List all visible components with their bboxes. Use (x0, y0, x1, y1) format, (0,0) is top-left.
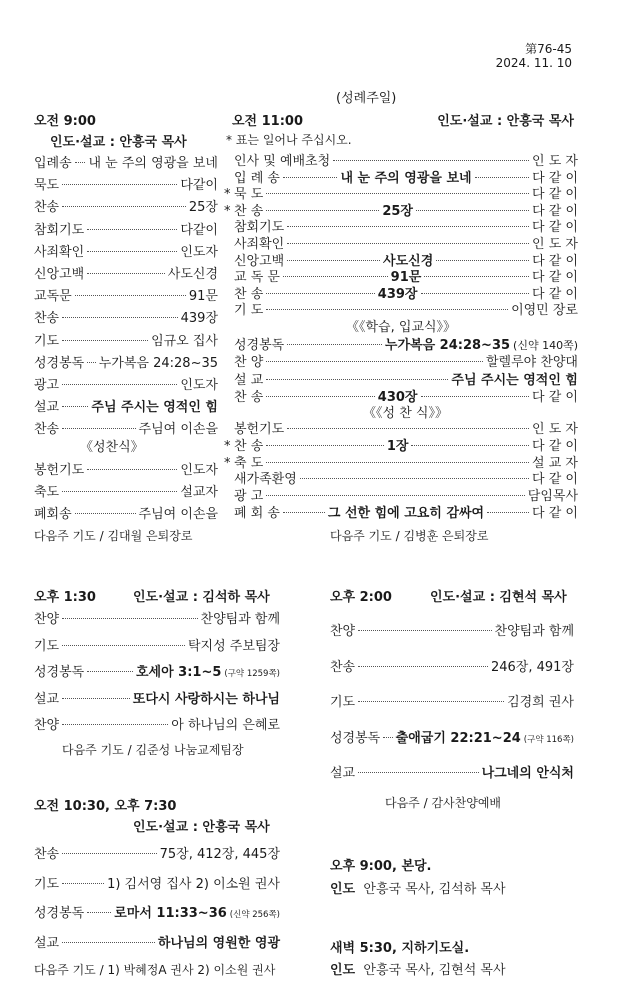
dot-leader (287, 226, 529, 227)
row-label: 참회기도 (234, 220, 285, 236)
row-label: 찬송 (34, 422, 60, 438)
row-label: 성경봉독 (234, 338, 285, 353)
row-label: 성경봉독 (34, 665, 85, 680)
dot-leader (421, 396, 530, 397)
row-label: 찬 송 (234, 203, 264, 219)
dot-leader (62, 406, 88, 407)
row-value: 설교자 (180, 485, 218, 500)
order-row (34, 352, 218, 371)
row-value: 주님 주시는 영적인 힘 (91, 400, 218, 416)
dot-leader (75, 513, 136, 514)
row-label: 광 고 (234, 489, 264, 505)
row-value: 주님여 이손을 (138, 507, 218, 522)
dot-leader (62, 698, 130, 699)
row-value: 인도자 (180, 244, 218, 260)
order-row (34, 374, 218, 393)
row-label: 찬양 (34, 612, 60, 627)
main-section-2: 《《성 찬 식》》 (363, 406, 448, 421)
dot-leader (62, 942, 155, 943)
row-label: 광고 (34, 378, 60, 393)
row-label: 입 례 송 (234, 170, 280, 186)
row-label: 교 독 문 (234, 270, 280, 286)
row-label: 기도 (330, 695, 356, 710)
row-value: 다 같 이 (532, 203, 579, 219)
row-value: 다 같 이 (532, 472, 578, 488)
dot-leader (358, 772, 478, 773)
row-value: 다 같 이 (532, 506, 578, 521)
row-label: 찬송 (34, 200, 60, 216)
row-label: 설교 (34, 400, 60, 416)
order-row (224, 351, 578, 370)
dot-leader (62, 384, 177, 385)
stand-marker: * (224, 203, 231, 219)
row-value: 내 눈 주의 영광을 보네 (88, 156, 218, 171)
pm200-next-week: 다음주 / 감사찬양예배 (385, 796, 502, 810)
row-label: 성경봉독 (330, 730, 381, 746)
row-label: 찬 송 (234, 438, 264, 454)
am1030-next-week: 다음주 기도 / 1) 박혜정A 권사 2) 이소원 권사 (34, 963, 276, 977)
row-detail: 사도신경 (383, 253, 434, 269)
volume-number: 第76-45 (525, 42, 572, 56)
row-value: 91문 (188, 289, 218, 305)
dot-leader (62, 645, 185, 646)
lead-names-2: 안흥국 목사, 김현석 목사 (363, 963, 506, 978)
order-row (224, 369, 578, 388)
row-value: 75장, 412장, 445장 (159, 847, 280, 862)
pm200-time: 오후 2:00 (330, 590, 392, 605)
row-value: 주님 주시는 영적인 힘 (451, 372, 578, 388)
order-row (34, 503, 218, 522)
row-value: 439장 (180, 311, 218, 327)
row-label: 묵 도 (234, 187, 264, 203)
dot-leader (62, 853, 157, 854)
dot-leader (287, 428, 529, 429)
dot-leader (287, 260, 380, 261)
order-row (34, 688, 280, 707)
row-label: 축 도 (234, 455, 264, 471)
dot-leader (411, 445, 529, 446)
row-label: 성경봉독 (34, 906, 85, 921)
early-service-leader: 인도·설교 : 안흥국 목사 (50, 135, 187, 150)
order-row (34, 196, 218, 215)
row-value: 인 도 자 (532, 237, 578, 252)
row-value: 인 도 자 (532, 422, 578, 437)
row-detail-note: (신약 140쪽) (513, 339, 578, 352)
order-row (34, 330, 218, 349)
dot-leader (283, 177, 337, 178)
row-value: 다 같 이 (532, 270, 578, 286)
row-label: 신앙고백 (234, 253, 285, 269)
dot-leader (266, 379, 448, 380)
dot-leader (62, 428, 135, 429)
row-label: 설교 (330, 766, 356, 781)
order-row (34, 396, 218, 415)
order-row (34, 661, 280, 680)
row-value: 할렐루야 찬양대 (485, 355, 578, 371)
order-row (34, 932, 280, 951)
row-label: 찬양 (34, 718, 60, 733)
dot-leader (424, 276, 529, 277)
row-value: 다 같 이 (532, 389, 578, 405)
order-row (34, 481, 218, 500)
main-next-week: 다음주 기도 / 김병훈 은퇴장로 (330, 529, 489, 543)
dot-leader (87, 362, 96, 363)
dot-leader (75, 162, 86, 163)
row-label: 찬송 (34, 311, 60, 327)
row-detail: 91문 (390, 270, 422, 286)
row-label: 폐 회 송 (234, 506, 280, 521)
row-label: 찬 송 (234, 286, 264, 302)
row-label: 봉헌기도 (34, 463, 85, 478)
row-detail: 25장 (382, 203, 413, 219)
row-label: 교독문 (34, 289, 72, 305)
order-row (330, 620, 574, 639)
dot-leader (266, 210, 379, 211)
main-section-1: 《《학습, 입교식》》 (346, 320, 457, 335)
order-row (34, 219, 218, 238)
dot-leader (416, 210, 529, 211)
standing-note: * 표는 일어나 주십시오. (226, 133, 352, 147)
early-next-week: 다음주 기도 / 김대월 은퇴장로 (34, 529, 193, 543)
stand-marker: * (224, 455, 231, 471)
main-service-leader: 인도·설교 : 안흥국 목사 (437, 114, 574, 129)
row-detail: 그 선한 힘에 고요히 감싸여 (327, 506, 485, 521)
order-row (330, 762, 574, 781)
lead-label-2: 인도 (330, 963, 356, 978)
order-row (34, 714, 280, 733)
dot-leader (62, 724, 168, 725)
row-label: 찬 양 (234, 355, 264, 371)
main-service-time: 오전 11:00 (232, 114, 304, 129)
dot-leader (266, 445, 384, 446)
pm130-time: 오후 1:30 (34, 590, 96, 605)
dot-leader (62, 317, 178, 318)
row-label: 성경봉독 (34, 355, 85, 371)
row-value: 출애굽기 22:21~24 (395, 730, 521, 746)
row-label: 신앙고백 (34, 267, 85, 282)
dot-leader (87, 273, 165, 274)
row-label: 찬송 (330, 659, 356, 675)
dot-leader (87, 912, 111, 913)
dot-leader (266, 495, 525, 496)
row-value: 1) 김서영 집사 2) 이소원 권사 (107, 876, 280, 892)
pm130-next-week: 다음주 기도 / 김준성 나눔교제팀장 (62, 743, 244, 757)
am1030-time: 오전 10:30, 오후 7:30 (34, 799, 177, 814)
row-value: 또다시 사랑하시는 하나님 (132, 691, 280, 707)
order-row (34, 263, 218, 282)
dot-leader (383, 737, 392, 738)
row-label: 찬양 (330, 624, 356, 639)
row-value: 로마서 11:33~36 (114, 906, 227, 921)
dot-leader (75, 295, 186, 296)
row-value: 설 교 자 (532, 455, 578, 471)
dot-leader (287, 243, 529, 244)
row-label: 찬송 (34, 847, 60, 862)
row-value: 주님여 이손을 (138, 422, 218, 438)
order-row (330, 727, 574, 746)
row-label: 사죄확인 (234, 237, 285, 252)
row-value: 다 같 이 (532, 286, 578, 302)
dot-leader (266, 462, 529, 463)
dot-leader (266, 309, 508, 310)
dot-leader (87, 251, 177, 252)
order-row (34, 285, 218, 304)
row-value-note: (구약 1259쪽) (224, 669, 280, 679)
early-service-time: 오전 9:00 (34, 114, 96, 129)
dot-leader (87, 229, 177, 230)
order-row (224, 334, 578, 353)
row-value: 하나님의 영원한 영광 (157, 935, 280, 951)
order-row (330, 691, 574, 710)
sunday-title: (성례주일) (336, 91, 397, 106)
order-row (34, 635, 280, 654)
order-row (34, 902, 280, 921)
evening-prayer-time: 오후 9:00, 본당. (330, 859, 432, 874)
dot-leader (62, 618, 197, 619)
row-value: 이영민 장로 (511, 303, 578, 319)
row-value-note: (구약 116쪽) (523, 734, 574, 745)
evening-prayer-leaders (330, 878, 506, 897)
dot-leader (287, 344, 382, 345)
order-row (34, 843, 280, 862)
row-detail: 누가복음 24:28~35 (384, 338, 511, 353)
row-value: 다같이 (180, 178, 218, 194)
row-detail: 1장 (386, 438, 409, 454)
row-value: 김경희 권사 (507, 695, 574, 710)
order-row (330, 656, 574, 675)
dot-leader (421, 293, 530, 294)
early-section-title: 《성찬식》 (80, 440, 144, 455)
dot-leader (487, 512, 529, 513)
order-row (34, 307, 218, 326)
row-value: 나그네의 안식처 (481, 766, 574, 781)
dot-leader (87, 671, 133, 672)
order-row (34, 152, 218, 171)
bulletin-date: 2024. 11. 10 (495, 56, 572, 70)
dot-leader (300, 478, 529, 479)
row-value: 246장, 491장 (490, 659, 574, 675)
dot-leader (266, 361, 483, 362)
dot-leader (62, 184, 177, 185)
row-label: 새가족환영 (234, 472, 297, 488)
lead-label: 인도 (330, 882, 356, 897)
row-value: 다 같 이 (532, 253, 579, 269)
row-value: 탁지성 주보팀장 (187, 638, 280, 654)
row-label: 설교 (34, 691, 60, 707)
row-label: 설 교 (234, 372, 264, 388)
row-value: 다 같 이 (532, 170, 579, 186)
row-value: 25장 (188, 200, 218, 216)
row-label: 묵도 (34, 178, 60, 194)
dot-leader (62, 883, 104, 884)
dot-leader (87, 469, 177, 470)
order-row (34, 241, 218, 260)
row-detail: 430장 (377, 389, 418, 405)
dot-leader (358, 666, 488, 667)
stand-marker: * (224, 438, 231, 454)
dot-leader (266, 396, 375, 397)
stand-marker: * (224, 187, 231, 203)
dot-leader (283, 276, 388, 277)
dawn-prayer-time: 새벽 5:30, 지하기도실. (330, 941, 470, 956)
pm200-leader: 인도·설교 : 김현석 목사 (430, 590, 567, 605)
row-value: 아 하나님의 은혜로 (171, 718, 280, 733)
order-row (34, 873, 280, 892)
row-value: 다 같 이 (532, 220, 578, 236)
dot-leader (62, 206, 186, 207)
order-row (34, 174, 218, 193)
order-row (34, 459, 218, 478)
row-label: 기도 (34, 333, 60, 349)
row-value: 다 같 이 (532, 438, 578, 454)
row-label: 입례송 (34, 156, 72, 171)
row-label: 찬 송 (234, 389, 264, 405)
row-label: 설교 (34, 935, 60, 951)
row-value: 인도자 (180, 378, 218, 393)
order-row (34, 608, 280, 627)
dot-leader (475, 177, 529, 178)
row-label: 기 도 (234, 303, 264, 319)
order-row (34, 418, 218, 437)
lead-names: 안흥국 목사, 김석하 목사 (363, 882, 506, 897)
row-detail: 439장 (377, 286, 418, 302)
dot-leader (358, 701, 504, 702)
row-label: 인사 및 예배초청 (234, 154, 331, 169)
dot-leader (266, 193, 529, 194)
row-label: 기도 (34, 876, 60, 892)
row-value: 임규오 집사 (151, 333, 218, 349)
row-label: 기도 (34, 638, 60, 654)
am1030-leader: 인도·설교 : 안흥국 목사 (133, 820, 270, 835)
row-value-note: (신약 256쪽) (229, 910, 280, 920)
row-value: 인도자 (180, 463, 218, 478)
order-row (224, 502, 578, 521)
dot-leader (436, 260, 529, 261)
row-value: 다같이 (180, 222, 218, 238)
dot-leader (62, 491, 177, 492)
row-value: 찬양팀과 함께 (200, 612, 280, 627)
row-value: 찬양팀과 함께 (494, 624, 574, 639)
row-label: 사죄확인 (34, 244, 85, 260)
row-label: 폐회송 (34, 507, 72, 522)
row-label: 봉헌기도 (234, 422, 285, 437)
pm130-leader: 인도·설교 : 김석하 목사 (133, 590, 270, 605)
dot-leader (266, 293, 375, 294)
dot-leader (62, 340, 148, 341)
dot-leader (283, 512, 325, 513)
row-value: 호세아 3:1~5 (135, 665, 222, 680)
row-value: 사도신경 (167, 267, 218, 282)
row-label: 참회기도 (34, 222, 85, 238)
row-value: 다 같 이 (532, 187, 578, 203)
row-value: 누가복음 24:28~35 (98, 355, 218, 371)
dawn-prayer-leaders (330, 959, 506, 978)
row-value: 담임목사 (527, 489, 578, 505)
dot-leader (358, 630, 491, 631)
row-detail: 내 눈 주의 영광을 보네 (340, 170, 472, 186)
dot-leader (333, 160, 529, 161)
row-label: 축도 (34, 485, 60, 500)
row-value: 인 도 자 (532, 154, 578, 169)
